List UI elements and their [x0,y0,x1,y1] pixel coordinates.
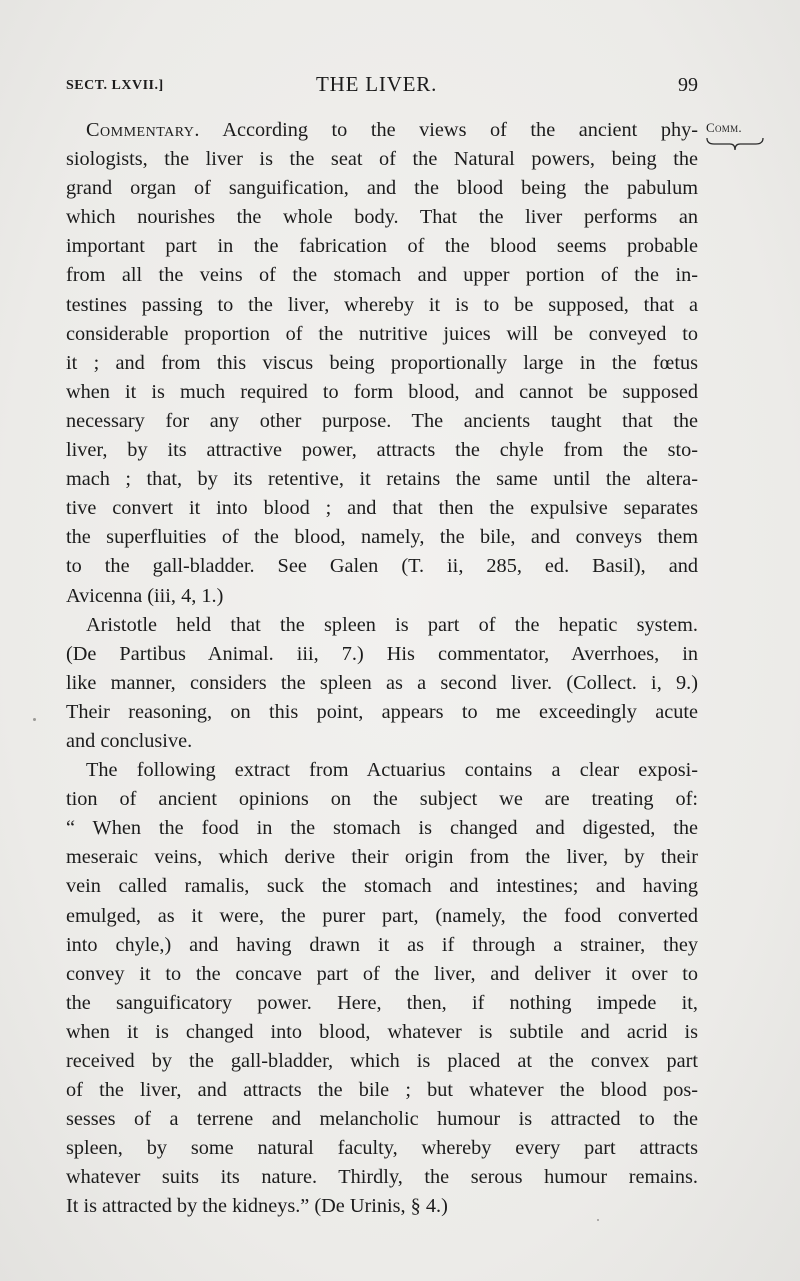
text-line: whatever suits its nature. Thirdly, the serous humour remains. [66,1166,698,1189]
page-number: 99 [678,74,698,96]
text-line: spleen, by some natural faculty, whereby every part attracts [66,1137,698,1160]
text-line: Aristotle held that the spleen is part of the hepatic system. [86,613,698,636]
text-line: convey it to the concave part of the liver, and deliver it over to [66,962,698,985]
text-line: vein called ramalis, suck the stomach and intestines; and having [66,875,698,898]
running-head [66,72,698,102]
text-line: necessary for any other purpose. The ancients taught that the [66,409,698,432]
text-line: the sanguificatory power. Here, then, if nothing impede it, [66,991,698,1014]
paragraph [66,611,698,756]
paragraph [66,756,698,1222]
margin-brace-icon [706,137,764,151]
text-line-rest: According to the views of the ancient phy- [199,119,698,141]
text-line: grand organ of sanguification, and the blood being the pabulum [66,177,698,200]
chapter-title: THE LIVER. [316,72,438,96]
text-line: the superfluities of the blood, namely, the bile, and conveys them [66,526,698,549]
text-line: like manner, considers the spleen as a second liver. (Collect. i, 9.) [66,671,698,694]
commentary-lead: Commentary. [86,119,200,141]
text-line: testines passing to the liver, whereby it is to be supposed, that a [66,293,698,316]
text-line [66,116,698,145]
text-line: meseraic veins, which derive their origin from the liver, by their [66,846,698,869]
commentary-text [66,116,698,1222]
text-line: sesses of a terrene and melancholic humour is attracted to the [66,1108,698,1131]
text-line: It is attracted by the kidneys.” (De Urinis, § 4.) [66,1195,448,1218]
text-line: when it is changed into blood, whatever is subtile and acrid is [66,1020,698,1043]
text-line: emulged, as it were, the purer part, (namely, the food converted [66,904,698,927]
text-line: (De Partibus Animal. iii, 7.) His commentator, Averrhoes, in [66,642,698,665]
text-line: tive convert it into blood ; and that then the expulsive separates [66,497,698,520]
text-line: into chyle,) and having drawn it as if through a strainer, they [66,933,698,956]
paragraph [66,116,698,611]
text-line: tion of ancient opinions on the subject we are treating of: [66,788,698,811]
text-line: Their reasoning, on this point, appears to me exceedingly acute [66,700,698,723]
margin-note [706,120,776,151]
text-line: liver, by its attractive power, attracts the chyle from the sto- [66,439,698,462]
text-line: from all the veins of the stomach and upper portion of the in- [66,264,698,287]
text-line: to the gall-bladder. See Galen (T. ii, 285, ed. Basil), and [66,555,698,578]
text-line: “ When the food in the stomach is changed and digested, the [66,817,698,840]
text-line: considerable proportion of the nutritive juices will be conveyed to [66,322,698,345]
text-line: of the liver, and attracts the bile ; but whatever the blood pos- [66,1079,698,1102]
text-line: it ; and from this viscus being proportionally large in the fœtus [66,351,698,374]
page-speck [597,1219,599,1221]
text-line: when it is much required to form blood, and cannot be supposed [66,380,698,403]
page-speck [33,718,36,721]
text-line: and conclusive. [66,729,193,752]
text-line: siologists, the liver is the seat of the Natural powers, being the [66,148,698,171]
text-line: The following extract from Actuarius contains a clear exposi- [86,759,698,782]
margin-note-label: Comm. [706,120,742,135]
text-line: Avicenna (iii, 4, 1.) [66,584,224,607]
text-line: important part in the fabrication of the blood seems probable [66,235,698,258]
text-line: which nourishes the whole body. That the liver performs an [66,206,698,229]
section-reference: SECT. LXVII.] [66,78,164,93]
text-line: mach ; that, by its retentive, it retains the same until the altera- [66,468,698,491]
text-line: received by the gall-bladder, which is placed at the convex part [66,1050,698,1072]
